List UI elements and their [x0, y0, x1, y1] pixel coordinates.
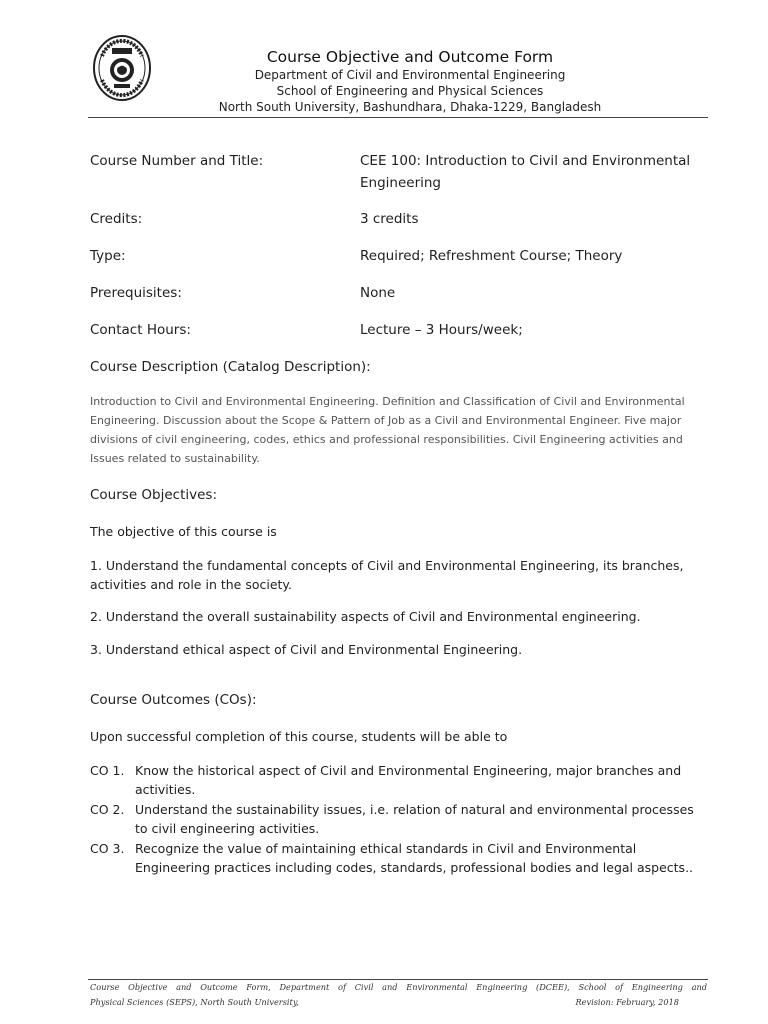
type-label: Type: — [90, 248, 126, 264]
outcome-text: Know the historical aspect of Civil and Environmental Engineering, major branches and activities. — [135, 763, 682, 797]
contact-hours-label: Contact Hours: — [90, 322, 191, 338]
university-seal-icon — [92, 34, 152, 102]
page-title: Course Objective and Outcome Form — [266, 48, 554, 66]
credits-label: Credits: — [90, 211, 143, 227]
credits-value: 3 credits — [360, 211, 419, 227]
outcomes-intro: Upon successful completion of this course, students will be able to — [90, 729, 508, 744]
footer-revision: Revision: February, 2018 — [575, 997, 679, 1007]
description-text: Introduction to Civil and Environmental Engineering. Definition and Classification of Civil and Environmental Engineering. Discussion about the Scope & Pattern of Job as a Civil and Environmental Engineer. Five major divisions of civil engineering, codes, ethics and professional responsibilities. Civil Engineering activities and Issues related to sustainability. — [90, 395, 685, 465]
outcome-number: CO 2. — [90, 802, 125, 817]
header-divider — [88, 117, 708, 118]
course-title-label: Course Number and Title: — [90, 153, 264, 169]
school-name: School of Engineering and Physical Sciences — [276, 84, 544, 98]
description-heading: Course Description (Catalog Description): — [90, 359, 371, 375]
outcome-text: Recognize the value of maintaining ethical standards in Civil and Environmental Engineering practices including codes, standards, professional bodies and legal aspects.. — [135, 841, 694, 875]
page-header — [160, 47, 660, 115]
outcome-text: Understand the sustainability issues, i.e. relation of natural and environmental processes to civil engineering activities. — [135, 802, 694, 836]
prerequisites-value: None — [360, 285, 396, 301]
footer-institution: Physical Sciences (SEPS), North South University, — [90, 997, 299, 1007]
university-address: North South University, Bashundhara, Dhaka-1229, Bangladesh — [218, 100, 602, 114]
department-name: Department of Civil and Environmental Engineering — [254, 68, 566, 82]
footer-line-2 — [90, 995, 707, 1010]
objectives-heading: Course Objectives: — [90, 487, 218, 503]
outcome-number: CO 1. — [90, 763, 125, 778]
objective-item: 3. Understand ethical aspect of Civil and Environmental Engineering. — [90, 642, 523, 657]
objectives-intro: The objective of this course is — [90, 524, 277, 539]
course-title-value: CEE 100: Introduction to Civil and Environmental Engineering — [360, 153, 691, 191]
type-value: Required; Refreshment Course; Theory — [360, 248, 623, 264]
outcome-number: CO 3. — [90, 841, 125, 856]
outcomes-heading: Course Outcomes (COs): — [90, 692, 257, 708]
contact-hours-value: Lecture – 3 Hours/week; — [360, 322, 523, 338]
page-footer — [90, 980, 707, 1010]
prerequisites-label: Prerequisites: — [90, 285, 182, 301]
footer-line-1: Course Objective and Outcome Form, Department of Civil and Environmental Engineering (DCEE), School of Engineering and — [90, 982, 707, 992]
objective-item: 2. Understand the overall sustainability aspects of Civil and Environmental engineering. — [90, 609, 641, 624]
objective-item: 1. Understand the fundamental concepts of Civil and Environmental Engineering, its branches, activities and role in the society. — [90, 558, 684, 592]
